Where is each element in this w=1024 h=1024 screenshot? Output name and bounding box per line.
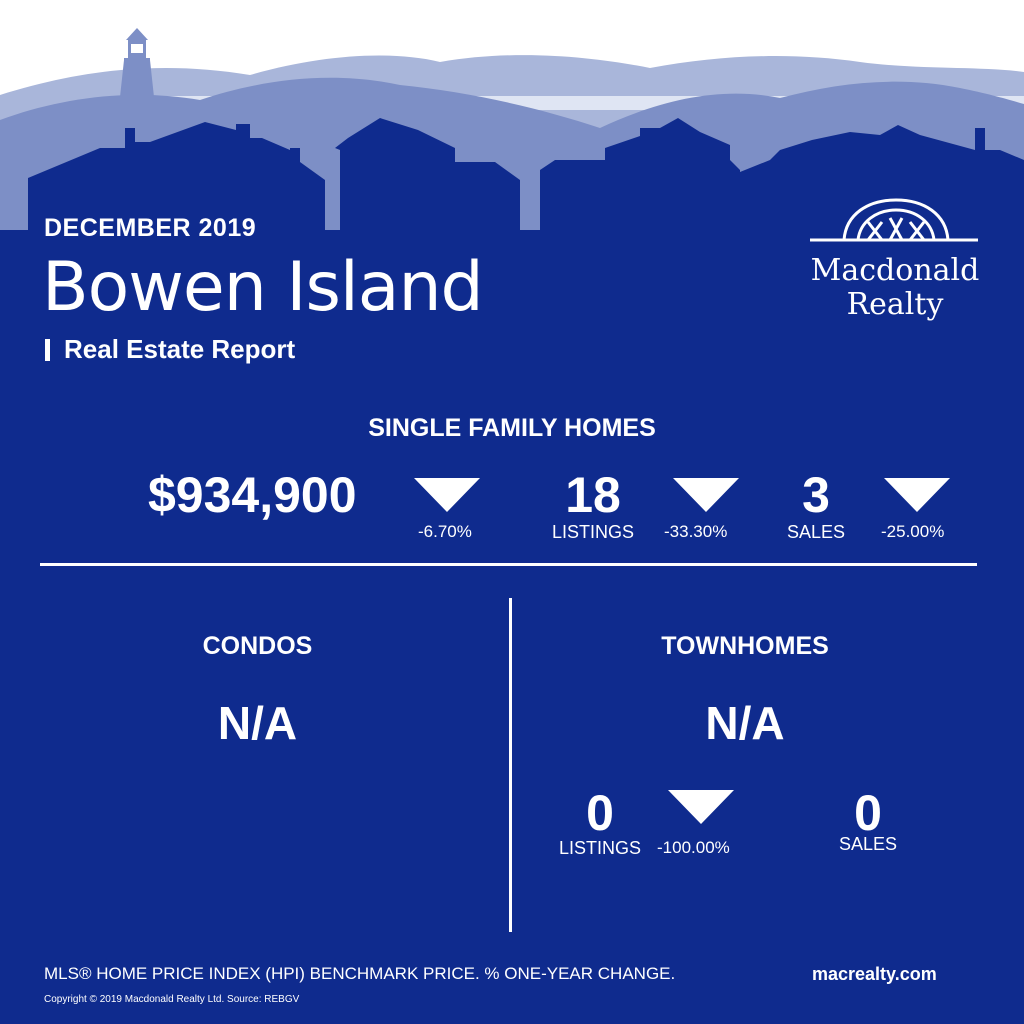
decrease-triangle-icon bbox=[884, 478, 950, 512]
townhomes-listings-change: -100.00% bbox=[657, 838, 730, 857]
price-change: -6.70% bbox=[418, 522, 472, 541]
brand-name bbox=[800, 254, 990, 322]
townhomes-listings-label: LISTINGS bbox=[558, 838, 642, 858]
brand-line-1: Macdonald bbox=[810, 253, 980, 288]
city-title: Bowen Island bbox=[42, 248, 483, 327]
decrease-triangle-icon bbox=[668, 790, 734, 824]
listings-count: 18 bbox=[565, 467, 621, 523]
section-divider-horizontal bbox=[40, 563, 977, 566]
townhomes-title: TOWNHOMES bbox=[661, 632, 829, 660]
listings-change: -33.30% bbox=[664, 522, 728, 541]
decrease-triangle-icon bbox=[673, 478, 739, 512]
condos-title: CONDOS bbox=[202, 632, 313, 660]
benchmark-price: $934,900 bbox=[148, 467, 357, 523]
sales-label: SALES bbox=[786, 522, 846, 542]
section-divider-vertical bbox=[509, 598, 512, 932]
sales-count: 3 bbox=[802, 467, 830, 523]
decrease-triangle-icon bbox=[414, 478, 480, 512]
footer-note: MLS® HOME PRICE INDEX (HPI) BENCHMARK PRICE. % ONE-YEAR CHANGE. bbox=[44, 964, 676, 983]
subtitle-bar bbox=[45, 339, 50, 361]
report-date: DECEMBER 2019 bbox=[44, 214, 257, 242]
townhomes-listings-count: 0 bbox=[586, 785, 614, 841]
report-subtitle: Real Estate Report bbox=[64, 334, 296, 364]
townhomes-sales-count: 0 bbox=[854, 785, 882, 841]
website-link[interactable]: macrealty.com bbox=[812, 964, 937, 984]
listings-label: LISTINGS bbox=[551, 522, 635, 542]
single-family-title: SINGLE FAMILY HOMES bbox=[368, 414, 656, 442]
copyright: Copyright © 2019 Macdonald Realty Ltd. Source: REBGV bbox=[44, 994, 300, 1005]
townhomes-value: N/A bbox=[705, 697, 785, 749]
townhomes-sales-label: SALES bbox=[838, 834, 898, 854]
condos-value: N/A bbox=[217, 697, 298, 749]
sales-change: -25.00% bbox=[881, 522, 945, 541]
brand-line-2: Realty bbox=[846, 287, 944, 322]
